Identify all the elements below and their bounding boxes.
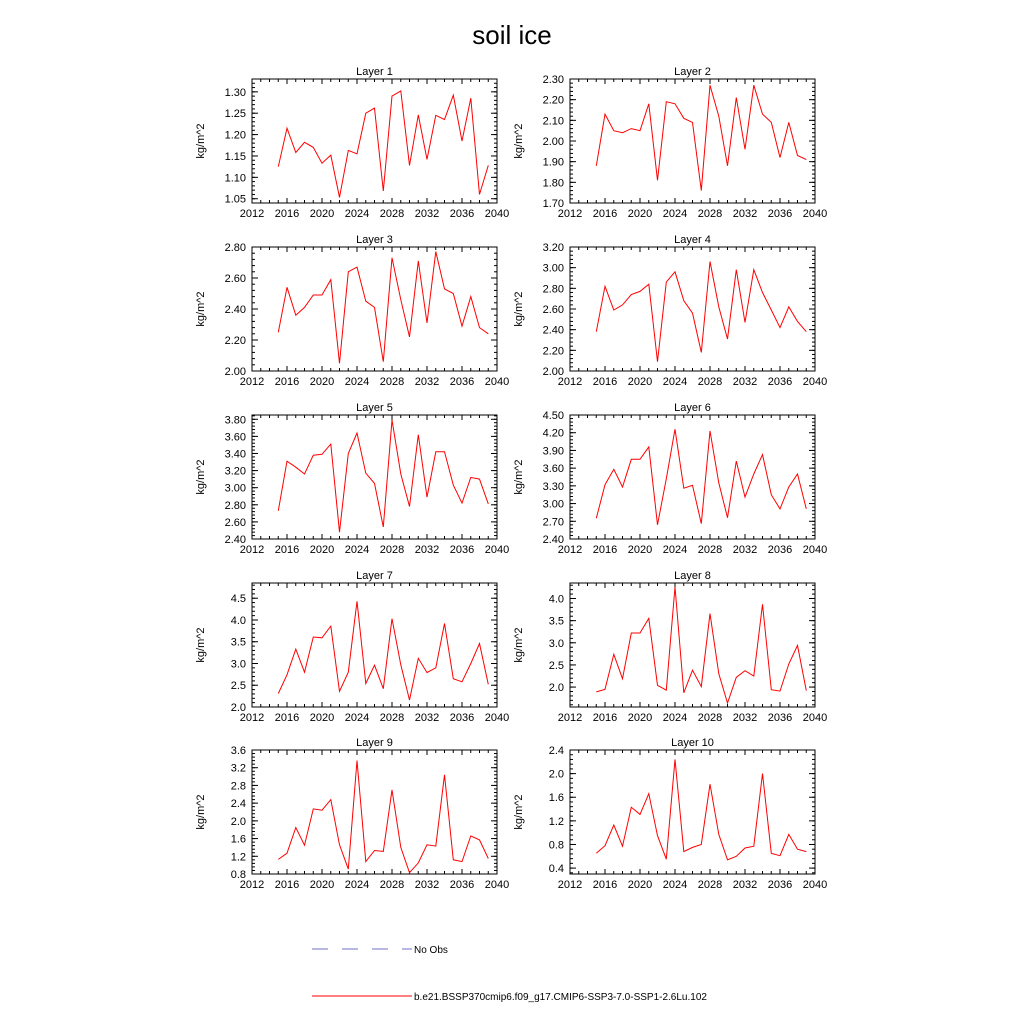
chart-10-series-line	[596, 759, 806, 859]
chart-4-title: Layer 4	[674, 234, 711, 246]
chart-4	[513, 234, 827, 388]
chart-2	[513, 66, 827, 220]
chart-7-xtick-label: 2036	[449, 712, 475, 724]
chart-1-ytick-label: 1.15	[224, 150, 246, 163]
chart-8-ylabel: kg/m^2	[513, 627, 525, 663]
chart-6-title: Layer 6	[674, 402, 711, 414]
chart-1-ytick-label: 1.05	[224, 193, 246, 206]
chart-7-title: Layer 7	[356, 570, 393, 582]
legend-item-no-obs	[312, 945, 448, 956]
chart-8-ytick-label: 2.5	[548, 659, 564, 672]
chart-2-frame	[570, 79, 815, 203]
chart-3-ytick-label: 2.80	[224, 242, 246, 254]
chart-2-ytick-label: 2.10	[542, 115, 564, 128]
chart-4-ytick-label: 2.00	[542, 366, 564, 378]
chart-5-ytick-label: 3.00	[224, 482, 246, 495]
chart-3-ytick-label: 2.00	[224, 366, 246, 378]
chart-8-xtick-label: 2036	[767, 712, 793, 724]
chart-6-xtick-label: 2036	[767, 544, 793, 556]
legend-label-model: b.e21.BSSP370cmip6.f09_g17.CMIP6-SSP3-7.0-SSP1-2.6Lu.102	[414, 992, 707, 1003]
chart-8-xtick-label: 2012	[557, 712, 583, 724]
chart-6-series-line	[596, 429, 806, 525]
chart-4-ytick-label: 2.40	[542, 324, 564, 337]
chart-1-ytick-label: 1.30	[224, 86, 246, 99]
chart-8-xtick-label: 2032	[732, 712, 758, 724]
chart-5-xtick-label: 2020	[309, 544, 335, 556]
chart-8-xtick-label: 2040	[802, 712, 828, 724]
chart-3-xtick-label: 2016	[274, 376, 300, 388]
chart-8	[513, 570, 827, 724]
chart-1-xtick-label: 2024	[344, 208, 370, 220]
chart-7-xtick-label: 2032	[414, 712, 440, 724]
chart-9-ytick-label: 3.2	[230, 762, 246, 775]
chart-4-xtick-label: 2028	[697, 376, 723, 388]
chart-2-xtick-label: 2020	[627, 208, 653, 220]
chart-4-xtick-label: 2024	[662, 376, 688, 388]
chart-5-xtick-label: 2024	[344, 544, 370, 556]
chart-8-xtick-label: 2028	[697, 712, 723, 724]
chart-5-frame	[252, 415, 497, 539]
chart-5-ytick-label: 2.40	[224, 534, 246, 546]
chart-1-ytick-label: 1.10	[224, 172, 246, 185]
chart-9-xtick-label: 2028	[379, 879, 405, 891]
chart-9	[195, 737, 509, 891]
chart-10	[513, 737, 827, 891]
chart-5-xtick-label: 2012	[239, 544, 265, 556]
chart-8-xtick-label: 2020	[627, 712, 653, 724]
chart-9-xtick-label: 2036	[449, 879, 475, 891]
chart-1-ylabel: kg/m^2	[195, 123, 207, 159]
chart-4-xtick-label: 2032	[732, 376, 758, 388]
chart-6-ytick-label: 2.40	[542, 534, 564, 546]
chart-5-title: Layer 5	[356, 402, 393, 414]
chart-4-xtick-label: 2036	[767, 376, 793, 388]
chart-4-ytick-label: 2.60	[542, 304, 564, 316]
chart-6	[513, 402, 827, 556]
chart-7-ytick-label: 2.5	[230, 680, 246, 693]
chart-7-xtick-label: 2012	[239, 712, 265, 724]
chart-10-ytick-label: 0.8	[548, 839, 564, 852]
chart-3-ytick-label: 2.40	[224, 304, 246, 316]
chart-7-ylabel: kg/m^2	[195, 627, 207, 663]
chart-6-xtick-label: 2016	[592, 544, 618, 556]
chart-7-xtick-label: 2040	[484, 712, 510, 724]
chart-2-ytick-label: 1.80	[542, 177, 564, 190]
chart-3	[195, 234, 509, 388]
chart-5-xtick-label: 2036	[449, 544, 475, 556]
chart-5-xtick-label: 2040	[484, 544, 510, 556]
chart-6-ytick-label: 2.70	[542, 516, 564, 529]
chart-8-xtick-label: 2016	[592, 712, 618, 724]
chart-3-xtick-label: 2024	[344, 376, 370, 388]
chart-7-series-line	[278, 601, 488, 700]
chart-8-series-line	[596, 587, 806, 703]
chart-10-ytick-label: 1.6	[548, 792, 564, 805]
chart-5	[195, 402, 509, 556]
chart-3-xtick-label: 2032	[414, 376, 440, 388]
chart-6-ytick-label: 3.60	[542, 463, 564, 476]
chart-10-xtick-label: 2012	[557, 879, 583, 891]
chart-6-xtick-label: 2040	[802, 544, 828, 556]
chart-3-xtick-label: 2040	[484, 376, 510, 388]
chart-10-ytick-label: 2.4	[548, 745, 564, 757]
chart-2-ytick-label: 1.70	[542, 198, 564, 210]
chart-4-xtick-label: 2016	[592, 376, 618, 388]
chart-9-xtick-label: 2016	[274, 879, 300, 891]
chart-2-xtick-label: 2024	[662, 208, 688, 220]
chart-9-series-line	[278, 761, 488, 873]
chart-7-ytick-label: 3.5	[230, 636, 246, 649]
chart-1	[195, 66, 509, 220]
chart-10-ytick-label: 1.2	[548, 815, 564, 828]
chart-9-ytick-label: 1.6	[230, 833, 246, 846]
chart-7-ytick-label: 4.0	[230, 614, 246, 627]
chart-5-ylabel: kg/m^2	[195, 459, 207, 495]
chart-5-ytick-label: 2.80	[224, 499, 246, 512]
chart-2-title: Layer 2	[674, 66, 711, 78]
chart-2-ytick-label: 2.20	[542, 94, 564, 107]
chart-9-frame	[252, 750, 497, 874]
chart-8-title: Layer 8	[674, 570, 711, 582]
chart-7-xtick-label: 2020	[309, 712, 335, 724]
chart-5-ytick-label: 3.60	[224, 431, 246, 444]
chart-2-xtick-label: 2012	[557, 208, 583, 220]
chart-3-title: Layer 3	[356, 234, 393, 246]
chart-9-ylabel: kg/m^2	[195, 794, 207, 830]
chart-7-ytick-label: 2.0	[230, 702, 246, 714]
chart-4-ytick-label: 2.20	[542, 345, 564, 358]
legend-item-model	[312, 992, 707, 1003]
chart-9-ytick-label: 3.6	[230, 745, 246, 757]
figure-title: soil ice	[472, 20, 552, 50]
chart-3-ytick-label: 2.60	[224, 273, 246, 285]
chart-8-xtick-label: 2024	[662, 712, 688, 724]
chart-4-frame	[570, 247, 815, 371]
chart-7	[195, 570, 509, 724]
legend-label-no-obs: No Obs	[414, 945, 448, 956]
chart-2-ytick-label: 2.30	[542, 74, 564, 86]
chart-6-xtick-label: 2028	[697, 544, 723, 556]
chart-6-xtick-label: 2024	[662, 544, 688, 556]
chart-9-ytick-label: 2.0	[230, 815, 246, 828]
chart-2-ylabel: kg/m^2	[513, 123, 525, 159]
chart-2-xtick-label: 2040	[802, 208, 828, 220]
chart-1-frame	[252, 79, 497, 203]
chart-1-xtick-label: 2016	[274, 208, 300, 220]
chart-6-ytick-label: 3.90	[542, 445, 564, 458]
chart-2-xtick-label: 2032	[732, 208, 758, 220]
chart-5-xtick-label: 2016	[274, 544, 300, 556]
chart-4-ytick-label: 2.80	[542, 283, 564, 296]
chart-6-ytick-label: 4.20	[542, 427, 564, 440]
chart-5-xtick-label: 2032	[414, 544, 440, 556]
chart-3-xtick-label: 2036	[449, 376, 475, 388]
chart-9-title: Layer 9	[356, 737, 393, 749]
chart-1-xtick-label: 2032	[414, 208, 440, 220]
chart-5-ytick-label: 3.80	[224, 414, 246, 427]
chart-1-xtick-label: 2036	[449, 208, 475, 220]
chart-10-ylabel: kg/m^2	[513, 794, 525, 830]
chart-5-ytick-label: 3.40	[224, 448, 246, 461]
chart-3-series-line	[278, 252, 488, 364]
chart-9-xtick-label: 2024	[344, 879, 370, 891]
chart-10-xtick-label: 2016	[592, 879, 618, 891]
chart-9-xtick-label: 2012	[239, 879, 265, 891]
chart-4-xtick-label: 2040	[802, 376, 828, 388]
chart-7-xtick-label: 2024	[344, 712, 370, 724]
panels	[195, 66, 827, 891]
chart-9-ytick-label: 1.2	[230, 851, 246, 864]
chart-9-xtick-label: 2032	[414, 879, 440, 891]
chart-10-xtick-label: 2024	[662, 879, 688, 891]
chart-6-xtick-label: 2032	[732, 544, 758, 556]
chart-6-ylabel: kg/m^2	[513, 459, 525, 495]
chart-4-ytick-label: 3.00	[542, 262, 564, 275]
chart-1-series-line	[278, 91, 488, 197]
chart-1-xtick-label: 2012	[239, 208, 265, 220]
chart-6-frame	[570, 415, 815, 539]
chart-7-xtick-label: 2028	[379, 712, 405, 724]
chart-2-series-line	[596, 85, 806, 190]
chart-8-ytick-label: 2.0	[548, 682, 564, 695]
chart-3-ylabel: kg/m^2	[195, 291, 207, 327]
chart-8-frame	[570, 583, 815, 707]
chart-7-ytick-label: 3.0	[230, 658, 246, 671]
chart-1-xtick-label: 2040	[484, 208, 510, 220]
chart-4-series-line	[596, 262, 806, 362]
chart-4-ylabel: kg/m^2	[513, 291, 525, 327]
chart-6-ytick-label: 4.50	[542, 410, 564, 422]
chart-5-series-line	[278, 420, 488, 532]
chart-10-xtick-label: 2032	[732, 879, 758, 891]
chart-10-xtick-label: 2036	[767, 879, 793, 891]
chart-10-ytick-label: 2.0	[548, 768, 564, 781]
chart-1-title: Layer 1	[356, 66, 393, 78]
chart-10-xtick-label: 2028	[697, 879, 723, 891]
legend	[312, 945, 707, 1003]
chart-3-ytick-label: 2.20	[224, 335, 246, 347]
chart-9-xtick-label: 2020	[309, 879, 335, 891]
chart-8-ytick-label: 3.5	[548, 615, 564, 628]
chart-4-ytick-label: 3.20	[542, 242, 564, 254]
chart-7-ytick-label: 4.5	[230, 593, 246, 606]
chart-10-xtick-label: 2020	[627, 879, 653, 891]
chart-4-xtick-label: 2020	[627, 376, 653, 388]
chart-6-xtick-label: 2012	[557, 544, 583, 556]
chart-2-ytick-label: 2.00	[542, 136, 564, 148]
chart-10-xtick-label: 2040	[802, 879, 828, 891]
chart-5-xtick-label: 2028	[379, 544, 405, 556]
chart-2-xtick-label: 2028	[697, 208, 723, 220]
chart-2-ytick-label: 1.90	[542, 156, 564, 169]
chart-2-xtick-label: 2016	[592, 208, 618, 220]
chart-5-ytick-label: 3.20	[224, 465, 246, 478]
chart-7-frame	[252, 583, 497, 707]
chart-9-ytick-label: 2.4	[230, 798, 246, 811]
chart-10-title: Layer 10	[671, 737, 714, 749]
chart-1-xtick-label: 2028	[379, 208, 405, 220]
chart-4-xtick-label: 2012	[557, 376, 583, 388]
chart-9-ytick-label: 2.8	[230, 780, 246, 793]
chart-5-ytick-label: 2.60	[224, 516, 246, 529]
chart-7-xtick-label: 2016	[274, 712, 300, 724]
chart-2-xtick-label: 2036	[767, 208, 793, 220]
chart-3-xtick-label: 2028	[379, 376, 405, 388]
chart-8-ytick-label: 3.0	[548, 637, 564, 650]
chart-6-ytick-label: 3.30	[542, 480, 564, 493]
chart-1-xtick-label: 2020	[309, 208, 335, 220]
chart-6-ytick-label: 3.00	[542, 498, 564, 511]
chart-1-ytick-label: 1.20	[224, 129, 246, 142]
chart-1-ytick-label: 1.25	[224, 108, 246, 121]
chart-9-ytick-label: 0.8	[230, 869, 246, 881]
chart-3-xtick-label: 2020	[309, 376, 335, 388]
chart-8-ytick-label: 4.0	[548, 593, 564, 606]
chart-9-xtick-label: 2040	[484, 879, 510, 891]
chart-6-xtick-label: 2020	[627, 544, 653, 556]
chart-3-xtick-label: 2012	[239, 376, 265, 388]
chart-10-ytick-label: 0.4	[548, 863, 564, 876]
